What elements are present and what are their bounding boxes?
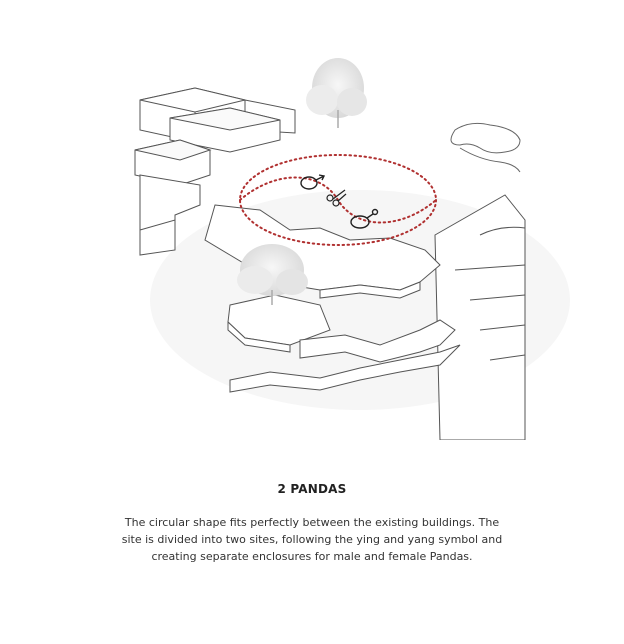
caption-body xyxy=(60,514,564,565)
existing-building-top-left xyxy=(140,88,295,152)
caption-line: site is divided into two sites, following the ying and yang symbol and xyxy=(121,533,503,546)
caption-line: The circular shape fits perfectly between the existing buildings. The xyxy=(124,516,500,529)
circular-building-right xyxy=(435,195,525,440)
male-symbol-icon xyxy=(301,175,324,189)
caption-title: 2 PANDAS xyxy=(277,482,347,496)
caption-block xyxy=(60,482,564,565)
tree-top xyxy=(306,58,367,128)
caption-line: creating separate enclosures for male and female Pandas. xyxy=(151,550,473,563)
